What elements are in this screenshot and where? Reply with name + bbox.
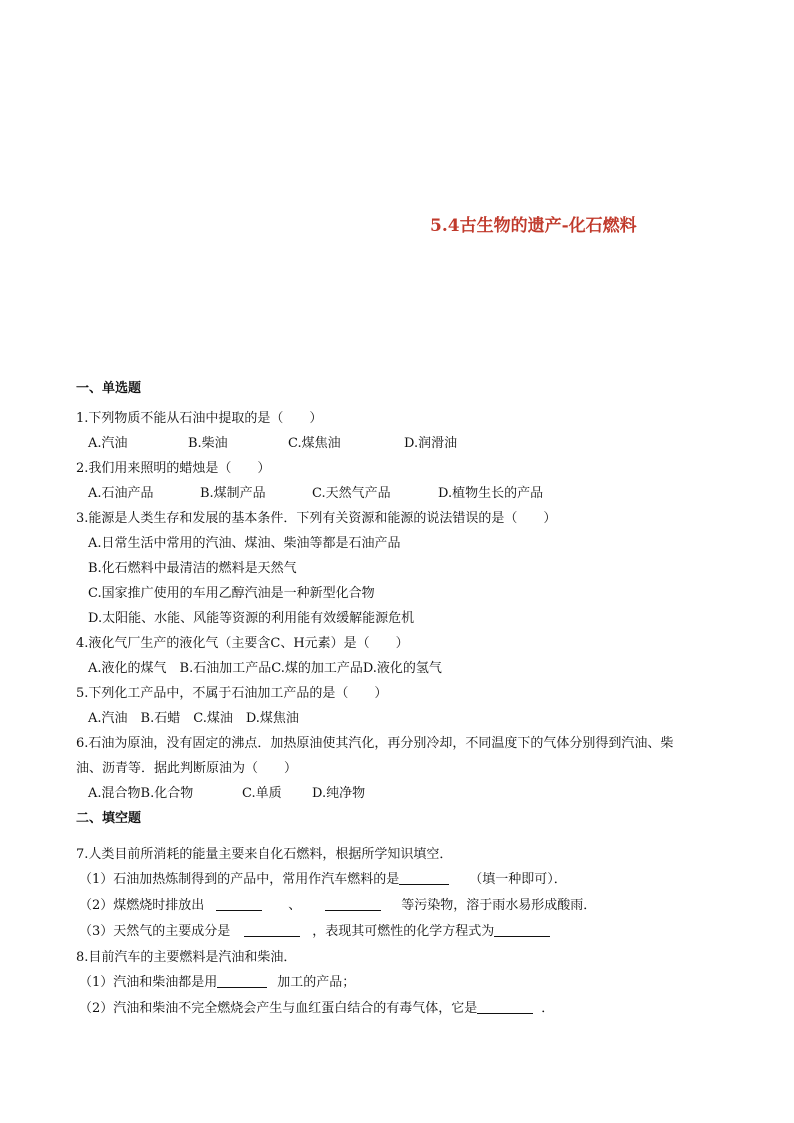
answer-blank[interactable] <box>217 973 267 988</box>
question-1: 1.下列物质不能从石油中提取的是（ ） <box>76 411 323 426</box>
question-3: 3.能源是人类生存和发展的基本条件．下列有关资源和能源的说法错误的是（ ） <box>76 511 557 526</box>
option-c: C.天然气产品 <box>312 486 391 501</box>
question-6-line-2: 油、沥青等．据此判断原油为（ ） <box>76 761 298 776</box>
option-c: C.煤焦油 <box>288 436 341 451</box>
question-3-option-b: B.化石燃料中最清洁的燃料是天然气 <box>88 561 297 576</box>
question-4: 4.液化气厂生产的液化气（主要含C、H元素）是（ ） <box>76 636 409 651</box>
section-single-choice: 一、单选题 <box>76 381 142 396</box>
question-5: 5.下列化工产品中，不属于石油加工产品的是（ ） <box>76 686 388 701</box>
question-8-part-2: （2）汽油和柴油不完全燃烧会产生与血红蛋白结合的有毒气体，它是 ． <box>79 1001 555 1016</box>
answer-blank[interactable] <box>399 870 449 885</box>
option-d: D.润滑油 <box>404 436 458 451</box>
option-b: B.煤制产品 <box>200 486 266 501</box>
question-7-part-3: （3）天然气的主要成分是 ，表现其可燃性的化学方程式为 <box>79 919 736 945</box>
option-b: B.柴油 <box>188 436 228 451</box>
answer-blank[interactable] <box>216 896 262 911</box>
question-2: 2.我们用来照明的蜡烛是（ ） <box>76 461 271 476</box>
option-a: A.石油产品 <box>88 486 154 501</box>
question-7-part-2: （2）煤燃烧时排放出 、 等污染物，溶于雨水易形成酸雨． <box>79 898 597 913</box>
option-c: C.单质 <box>242 786 282 801</box>
worksheet <box>76 378 736 1022</box>
question-4-options: A.液化的煤气 B.石油加工产品C.煤的加工产品D.液化的氢气 <box>88 661 442 676</box>
question-8-part-1: （1）汽油和柴油都是用 加工的产品； <box>79 975 356 990</box>
answer-blank[interactable] <box>325 896 381 911</box>
option-d: D.纯净物 <box>312 786 366 801</box>
option-ab: A.混合物B.化合物 <box>88 786 194 801</box>
option-a: A.汽油 <box>88 436 128 451</box>
question-8: 8.目前汽车的主要燃料是汽油和柴油． <box>76 950 297 965</box>
question-1-options <box>88 431 736 456</box>
question-7-part-1: （1）石油加热炼制得到的产品中，常用作汽车燃料的是 （填一种即可）． <box>79 872 567 887</box>
answer-blank[interactable] <box>494 922 550 937</box>
answer-blank[interactable] <box>477 999 533 1014</box>
section-fill-in: 二、填空题 <box>76 811 142 826</box>
question-6-options <box>88 781 736 806</box>
question-3-option-d: D.太阳能、水能、风能等资源的利用能有效缓解能源危机 <box>88 611 415 626</box>
option-d: D.植物生长的产品 <box>438 486 544 501</box>
question-5-options: A.汽油 B.石蜡 C.煤油 D.煤焦油 <box>88 711 299 726</box>
question-3-option-c: C.国家推广使用的车用乙醇汽油是一种新型化合物 <box>88 586 375 601</box>
question-7: 7.人类目前所消耗的能量主要来自化石燃料，根据所学知识填空． <box>76 847 453 862</box>
answer-blank[interactable] <box>244 922 300 937</box>
question-3-option-a: A.日常生活中常用的汽油、煤油、柴油等都是石油产品 <box>88 536 401 551</box>
question-2-options <box>88 481 736 506</box>
page-title: 5.4古生物的遗产-化石燃料 <box>430 216 637 236</box>
question-6-line-1: 6.石油为原油，没有固定的沸点．加热原油使其汽化，再分别冷却，不同温度下的气体分别得到汽油、柴 <box>76 736 674 751</box>
